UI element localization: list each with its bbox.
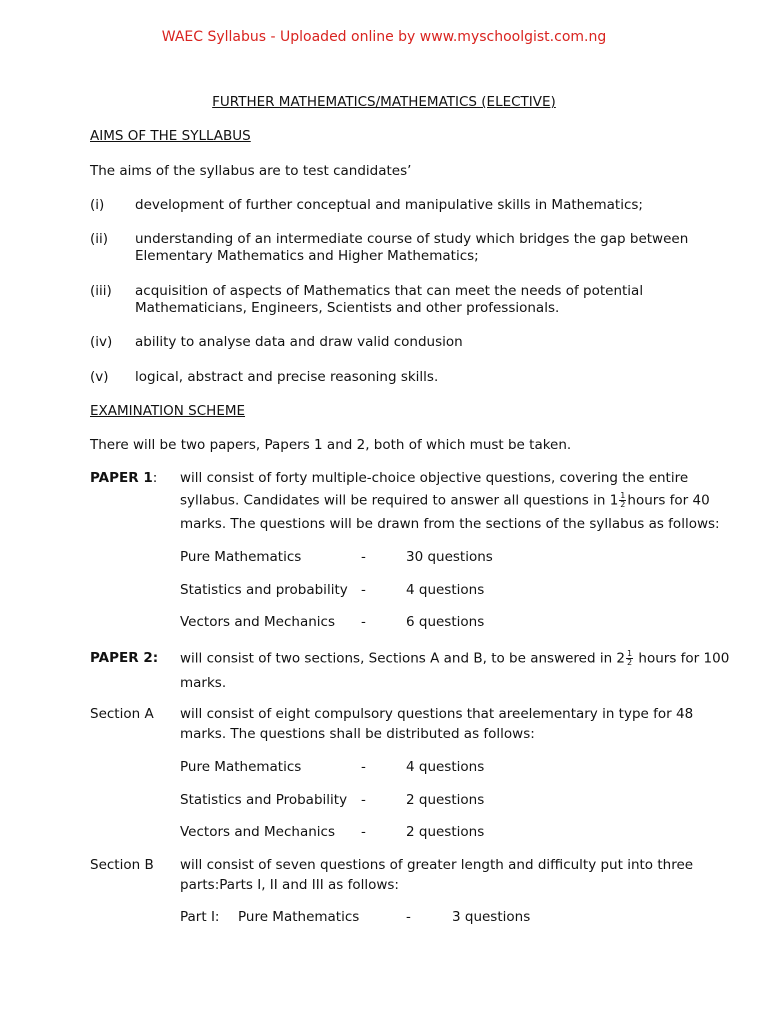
distribution-subject: Vectors and Mechanics xyxy=(180,614,335,630)
paper1-label: PAPER 1: xyxy=(90,470,158,486)
section-a-text-continued: marks. The questions shall be distributed as follows: xyxy=(180,726,535,742)
aim-number: (i) xyxy=(90,197,105,213)
paper2-text: will consist of two sections, Sections A and B, to be answered in 2 $\frac{1}{2}$ hours for 100 xyxy=(180,649,730,667)
aim-text: understanding of an intermediate course of study which bridges the gap between xyxy=(135,231,689,247)
distribution-dash: - xyxy=(361,824,366,840)
paper1-text-duration: syllabus. Candidates will be required to answer all questions in 1 $\frac{1}{2}$ hours for 40 xyxy=(180,491,710,509)
aim-text-continued: Mathematicians, Engineers, Scientists and other professionals. xyxy=(135,300,560,316)
section-b-label: Section B xyxy=(90,857,154,873)
distribution-subject: Pure Mathematics xyxy=(180,759,302,775)
page-header-source: WAEC Syllabus - Uploaded online by www.myschoolgist.com.ng xyxy=(161,29,607,45)
distribution-subject: Pure Mathematics xyxy=(180,549,302,565)
exam-scheme-intro: There will be two papers, Papers 1 and 2, both of which must be taken. xyxy=(90,437,572,453)
distribution-dash: - xyxy=(361,549,366,565)
paper2-text-continued: marks. xyxy=(180,675,227,691)
distribution-subject: Pure Mathematics xyxy=(238,909,360,925)
exam-scheme-heading: EXAMINATION SCHEME xyxy=(90,403,246,419)
distribution-dash: - xyxy=(361,759,366,775)
distribution-subject: Vectors and Mechanics xyxy=(180,824,335,840)
distribution-dash: - xyxy=(361,792,366,808)
aim-text: logical, abstract and precise reasoning skills. xyxy=(135,369,439,385)
paper2-label: PAPER 2: xyxy=(90,650,159,666)
section-b-text-continued: parts:Parts I, II and III as follows: xyxy=(180,877,399,893)
part-label: Part I: xyxy=(180,909,220,925)
aim-number: (ii) xyxy=(90,231,109,247)
aims-intro: The aims of the syllabus are to test candidates’ xyxy=(90,163,412,179)
paper1-text: will consist of forty multiple-choice objective questions, covering the entire xyxy=(180,470,689,486)
distribution-dash: - xyxy=(361,582,366,598)
distribution-count: 3 questions xyxy=(452,909,531,925)
distribution-dash: - xyxy=(406,909,411,925)
paper1-text-continued: marks. The questions will be drawn from the sections of the syllabus as follows: xyxy=(180,516,720,532)
aim-number: (iv) xyxy=(90,334,113,350)
aims-heading: AIMS OF THE SYLLABUS xyxy=(90,128,251,144)
aim-number: (iii) xyxy=(90,283,112,299)
aim-text: acquisition of aspects of Mathematics that can meet the needs of potential xyxy=(135,283,644,299)
document-title: FURTHER MATHEMATICS/MATHEMATICS (ELECTIVE) xyxy=(212,94,556,110)
section-a-label: Section A xyxy=(90,706,154,722)
distribution-count: 2 questions xyxy=(406,824,485,840)
distribution-count: 2 questions xyxy=(406,792,485,808)
distribution-subject: Statistics and probability xyxy=(180,582,348,598)
distribution-subject: Statistics and Probability xyxy=(180,792,348,808)
distribution-count: 30 questions xyxy=(406,549,493,565)
distribution-count: 4 questions xyxy=(406,582,485,598)
aim-text: ability to analyse data and draw valid condusion xyxy=(135,334,463,350)
one-half-fraction: $\frac{1}{2}$ xyxy=(627,649,633,667)
aim-text: development of further conceptual and manipulative skills in Mathematics; xyxy=(135,197,643,213)
aim-text-continued: Elementary Mathematics and Higher Mathematics; xyxy=(135,248,479,264)
section-a-text: will consist of eight compulsory questions that areelementary in type for 48 xyxy=(180,706,694,722)
distribution-dash: - xyxy=(361,614,366,630)
section-b-text: will consist of seven questions of greater length and difficulty put into three xyxy=(180,857,694,873)
distribution-count: 4 questions xyxy=(406,759,485,775)
distribution-count: 6 questions xyxy=(406,614,485,630)
aim-number: (v) xyxy=(90,369,109,385)
one-half-fraction: $\frac{1}{2}$ xyxy=(620,491,626,509)
